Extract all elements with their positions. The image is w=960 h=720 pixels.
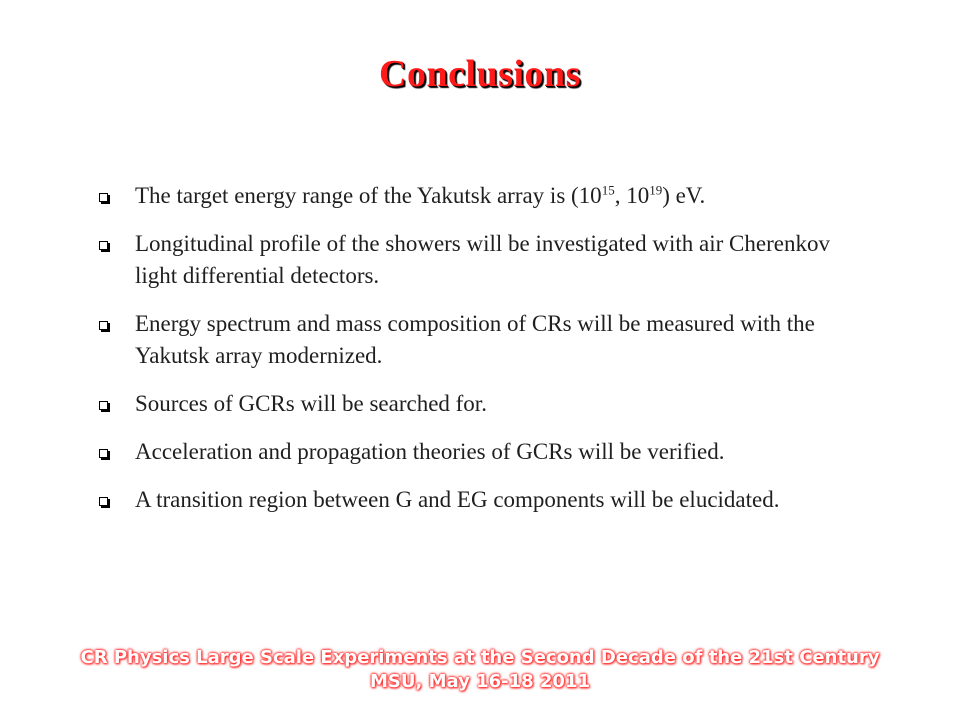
list-item <box>97 436 877 468</box>
hollow-square-icon <box>99 497 108 506</box>
hollow-square-icon <box>99 401 108 410</box>
hollow-square-icon <box>99 321 108 330</box>
footer-conference: CR Physics Large Scale Experiments at the Second Decade of the 21st Century <box>80 647 880 668</box>
hollow-square-icon <box>99 241 108 250</box>
slide-title: Conclusions <box>379 53 581 95</box>
item-text: A transition region between G and EG components will be elucidated. <box>135 487 780 512</box>
footer <box>0 646 960 694</box>
list-item <box>97 308 877 372</box>
list-item <box>97 180 877 212</box>
item-text: Longitudinal profile of the showers will be investigated with air Cherenkov light differential detectors. <box>135 231 830 288</box>
item-text: The target energy range of the Yakutsk array is ($10^{15}$, $10^{19}$) eV. <box>135 182 706 208</box>
footer-venue-date: MSU, May 16-18 2011 <box>369 671 591 692</box>
superscript: 15 <box>601 182 615 198</box>
hollow-square-icon <box>99 449 108 458</box>
bullet-list <box>97 180 877 532</box>
item-text: Sources of GCRs will be searched for. <box>135 391 487 416</box>
list-item <box>97 228 877 292</box>
list-item <box>97 388 877 420</box>
hollow-square-icon <box>99 193 108 202</box>
list-item <box>97 484 877 516</box>
superscript: 19 <box>649 182 663 198</box>
item-text: Energy spectrum and mass composition of CRs will be measured with the Yakutsk array modernized. <box>135 311 815 368</box>
item-text: Acceleration and propagation theories of GCRs will be verified. <box>135 439 725 464</box>
